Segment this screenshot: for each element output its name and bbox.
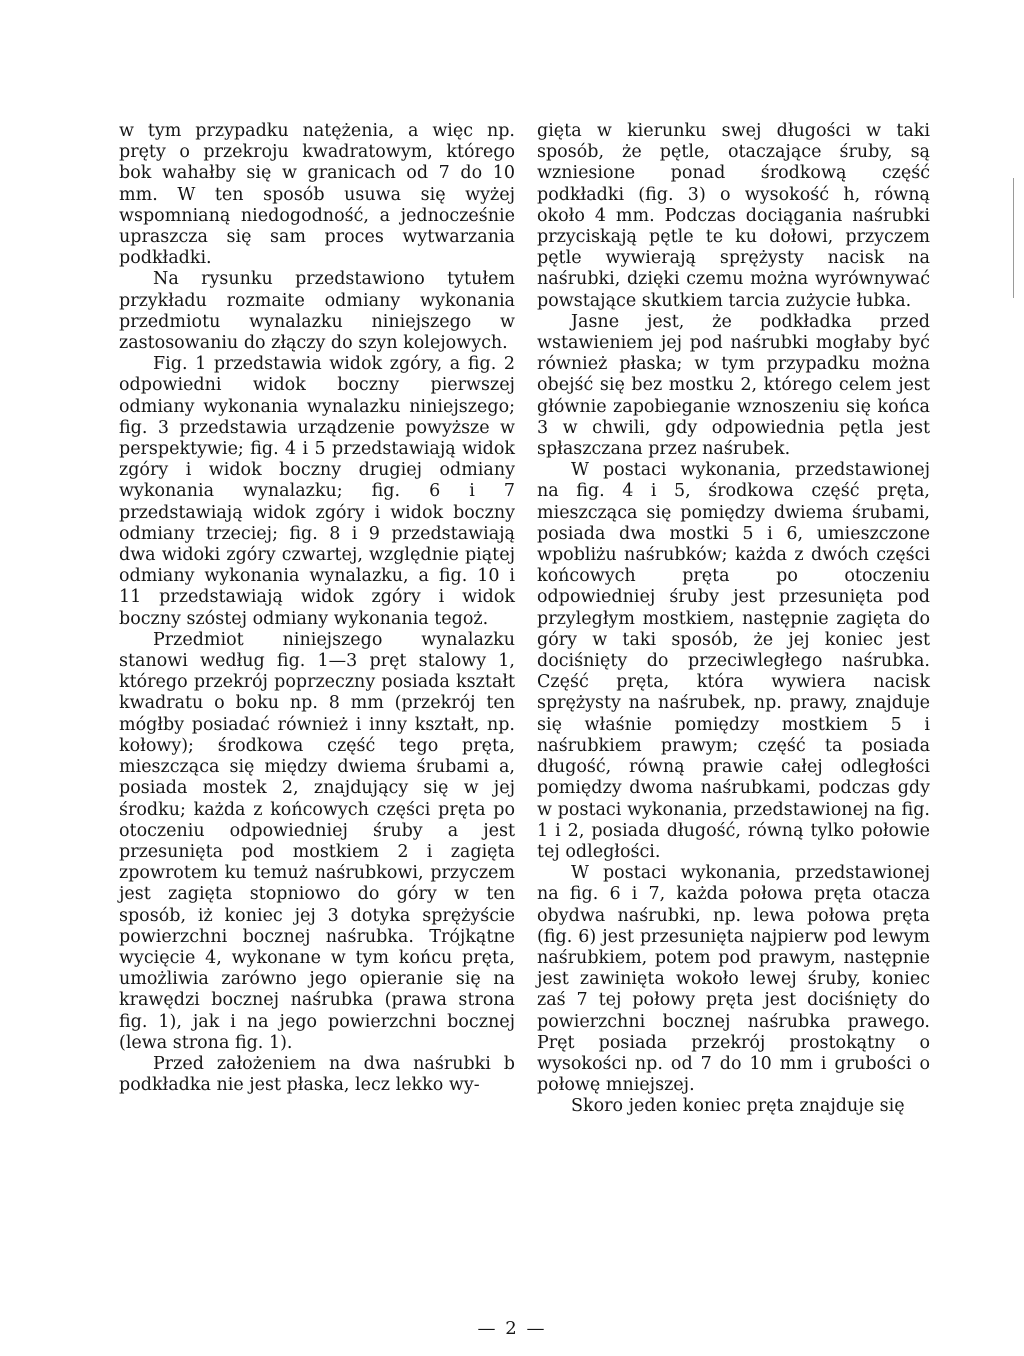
left-text-column bbox=[119, 121, 515, 1096]
paragraph: Na rysunku przedstawiono tytułem przykładu rozmaite odmiany wykonania przedmiotu wynalazku niniejszego w zastosowaniu do złączy do szyn kolejowych. bbox=[119, 269, 515, 354]
paragraph: gięta w kierunku swej długości w taki sposób, że pętle, otaczające śruby, są wzniesione ponad środkową część podkładki (fig. 3) o wysokość h, równą około 4 mm. Podczas dociągania naśrubki przyciskają pętle te ku dołowi, przyczem pętle wywierają sprężysty nacisk na naśrubki, dzięki czemu można wyrównywać powstające skutkiem tarcia zużycie łubka. bbox=[537, 121, 930, 311]
paragraph: W postaci wykonania, przedstawionej na fig. 4 i 5, środkowa część pręta, mieszcząca się pomiędzy dwiema śrubami, posiada dwa mostki 5 i 6, umieszczone wpobliżu naśrubków; każda z dwóch części końcowych pręta po otoczeniu odpowiedniej śruby jest przesunięta pod przyległym mostkiem, następnie zagięta do góry w taki sposób, że jej koniec jest dociśnięty do przeciwległego naśrubka. Część pręta, która wywiera nacisk sprężysty na naśrubek, np. prawy, znajduje się właśnie pomiędzy mostkiem 5 i naśrubkiem prawym; część ta posiada długość, równą prawie całej odległości pomiędzy dwoma naśrubkami, podczas gdy w postaci wykonania, przedstawionej na fig. 1 i 2, posiada długość, równą tylko połowie tej odległości. bbox=[537, 460, 930, 862]
right-text-column bbox=[537, 121, 930, 1118]
paragraph: w tym przypadku natężenia, a więc np. pręty o przekroju kwadratowym, którego bok wahałby się w granicach od 7 do 10 mm. W ten sposób usuwa się wyżej wspomnianą niedogodność, a jednocześnie upraszcza się sam proces wytwarzania podkładki. bbox=[119, 121, 515, 269]
paragraph: W postaci wykonania, przedstawionej na fig. 6 i 7, każda połowa pręta otacza obydwa naśrubki, np. lewa połowa pręta (fig. 6) jest przesunięta najpierw pod lewym naśrubkiem, potem pod prawym, następnie jest zawinięta wokoło lewej śruby, koniec zaś 7 tej połowy pręta jest dociśnięty do powierzchni bocznej naśrubka prawego. Pręt posiada przekrój prostokątny o wysokości np. od 7 do 10 mm i grubości o połowę mniejszej. bbox=[537, 863, 930, 1096]
paragraph: Przedmiot niniejszego wynalazku stanowi według fig. 1—3 pręt stalowy 1, którego przekrój poprzeczny posiada kształt kwadratu o boku np. 8 mm (przekrój ten mógłby posiadać również i inny kształt, np. kołowy); środkowa część tego pręta, mieszcząca się między dwiema śrubami a, posiada mostek 2, znajdujący się w jej środku; każda z końcowych części pręta po otoczeniu odpowiedniej śruby a jest przesunięta pod mostkiem 2 i zagięta zpowrotem ku temuż naśrubkowi, przyczem jest zagięta stopniowo do góry w ten sposób, iż koniec jej 3 dotyka sprężyście powierzchni bocznej naśrubka. Trójkątne wycięcie 4, wykonane w tym końcu pręta, umożliwia zarówno jego opieranie się na krawędzi bocznej naśrubka (prawa strona fig. 1), jak i na jego powierzchni bocznej (lewa strona fig. 1). bbox=[119, 629, 515, 1053]
scan-edge-mark bbox=[1013, 178, 1014, 298]
paragraph: Przed założeniem na dwa naśrubki b podkładka nie jest płaska, lecz lekko wy- bbox=[119, 1053, 515, 1096]
paragraph: Jasne jest, że podkładka przed wstawieniem jej pod naśrubki mogłaby być również płaska; w tym przypadku można obejść się bez mostku 2, którego celem jest głównie zapobieganie wznoszeniu się końca 3 w chwili, gdy odpowiednia pętla jest spłaszczana przez naśrubek. bbox=[537, 311, 930, 460]
paragraph: Fig. 1 przedstawia widok zgóry, a fig. 2 odpowiedni widok boczny pierwszej odmiany wykonania wynalazku niniejszego; fig. 3 przedstawia urządzenie powyższe w perspektywie; fig. 4 i 5 przedstawiają widok zgóry i widok boczny drugiej odmiany wykonania wynalazku; fig. 6 i 7 przedstawiają widok zgóry i widok boczny odmiany trzeciej; fig. 8 i 9 przedstawiają dwa widoki zgóry czwartej, względnie piątej odmiany wykonania wynalazku, a fig. 10 i 11 przedstawiają widok zgóry i widok boczny szóstej odmiany wykonania tegoż. bbox=[119, 354, 515, 629]
paragraph: Skoro jeden koniec pręta znajduje się bbox=[571, 1096, 905, 1117]
page-number: — 2 — bbox=[477, 1318, 547, 1339]
